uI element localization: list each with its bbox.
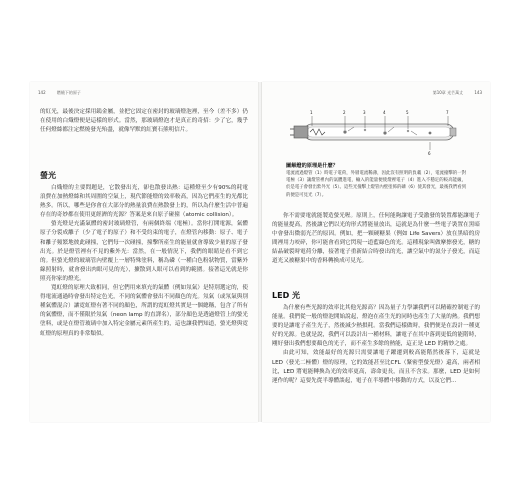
paragraph: 白熾燈的主要問題是，它散發出光，卻也散發出熱：這種燈至少有90%的耗電浪費在加熱燈絲和其周圍的空氣上，現代節能燈的效率較高，因為它們產生的光都比熱多。所以，哪些是你會在大部分的熱量浪費在熱散發上的，所以為什麼生活中普遍存在的奇妙都在使用更經濟的光源？答案是來自原子碰撞（atomic collision）。 (40, 185, 248, 219)
section-heading-led: LED 光 (272, 291, 300, 300)
callout-3: 3 (363, 110, 366, 115)
page-number: 143 (474, 90, 482, 95)
paragraph: 你不需要電就能製造螢光喔。原則上，任何能夠讓電子受激發的裝置都能讓電子的能量提高，然後讓它們以光的形式將能量放出，這就是為什麼一些電子裝置在黑暗中會發出微弱光芒的原因。例如，把一顆硬糖果（例如 Life Savers）放在黑暗的房間裡用力咬碎，你可能會看到它閃現一道藍綠色的光。這種現象叫做摩擦發光，糖的結晶破裂時電荷分離，接著電子重新結合時發出的光，讓空氣中的氮分子發光，而這道光又被糖果中的香料轉換成可見光。 (272, 213, 480, 265)
running-title: 第10章 光芒萬丈 (432, 90, 464, 95)
figure-caption: 電流流過燈管（1）時電子電荷，外層電流稀薄，因此沒有照明的負載（2），電流撞擊的一對電極（3）讓燈管裡內的氣體進電，輸入的能量便使燈裡電子（4）進入不穩定的較高能級，於是電子會發出紫外光（5）。這些光撞擊上燈管內壁塗佈的磷（6）使其發光，最後我們看到的便是可見光（7）。 (286, 171, 466, 198)
left-body-text (40, 184, 248, 339)
paragraph: 寬虹燈的原理大致相同，但它們用來填充的氣體（例如氖氣）是特別選定的，使得電流通過時會發出特定色光，不同的氣體會發出不同顏色的光。氖氣（或氖氣與別種氣體混合）讓霓虹燈有著不同的顏色，所謂的霓虹燈其實是一個總稱，包含了所有的氣體燈，而不僅限於氖氣（neon lamp 的直譯名），部分顏色是透過燈管上的螢光塗料，或是在燈管玻璃中加入特定金屬元素所產生的，這也讓我們知道，螢光燈與霓虹燈的原理真的非常類似。 (40, 285, 248, 337)
figure-caption-title: 圖解燈的原理是什麼？ (286, 163, 338, 169)
callout-2: 2 (343, 110, 346, 115)
right-page (262, 82, 490, 422)
electrode-cap-left (294, 126, 308, 138)
right-body-text-2 (272, 304, 480, 386)
paragraph: 螢光燈是充滿氣體的密封玻璃燈管，有兩個終端（電極）。當你打開電源，氣體原子分裂成離子（少了電子的原子）和不受約束的電子，在燈管內移動：原子、電子和離子頻繁地彼此碰撞，它們每一次碰撞，撞擊所產生的能量就會導致少量的原子發出光。於是燈管裡有不見的紫外光：當然，在一般情況下，我們的眼睛是看不到它的。但螢光燈的玻璃管內壁覆上一層特殊塗料，稱為磷（一種白色粉狀物質，當紫外線照射時，就會發出肉眼可見的光），擴散到人眼可以看到的範圍。接著這光就是你照亮你家的燈光。 (40, 221, 248, 282)
fluorescent-tube-diagram (290, 102, 470, 158)
left-page (30, 82, 258, 422)
left-page-header (38, 90, 81, 96)
callout-6: 6 (428, 151, 431, 156)
intro-paragraph: 的紅光，最後決定採用鎢金屬，並把它固定在密封的玻璃燈泡裡，至今（差不多）仍在使用的白熾燈便是這樣的形式。當然，那玻璃燈泡才是真正的奇招：少了它，幾乎任何燈絲都注定燃燒發光殆盡，就像罕默的紅寶石熊明信片。 (40, 109, 248, 134)
paragraph: 為什麼有些光源的效率比其他光源高？因為量子力學讓我們可以精確控制電子的能量。我們從一般的燈泡開始說起，燈泡在產生光的同時也產生了大量的熱。我們想要的是讓電子產生光子，然後減少熱損耗。當我們這樣做時，我們便是在設計一種更好的光源。也就是說，我們可以設計出一種材料，讓電子在其中落到更低的能階時，剛好發出我們想要顏色的光子，而不產生多餘的熱能，這正是 LED 的精妙之處。 (272, 305, 480, 348)
callout-5: 5 (406, 110, 409, 115)
paragraph: 由此可知，效能最好的光源只需要讓電子躍遷到較高能階然後落下，這就是 LED（發光二極體）燈的原理，它的效能甚至比CFL（緊密型螢光燈）還高，兩者相比，LED 將電能轉換為光的效率更高，壽命更長，而且不含汞。那麼，LED 是如何運作的呢？這要先從半導體談起，電子在半導體中移動的方式，以及它們... (272, 350, 480, 384)
callout-7: 7 (446, 110, 449, 115)
running-title: 燃燒下的原子 (56, 90, 81, 95)
page-number: 142 (38, 90, 46, 95)
right-body-text (272, 212, 480, 267)
callout-1: 1 (310, 110, 313, 115)
section-heading-fluorescent: 螢光 (40, 171, 56, 180)
callout-4: 4 (383, 110, 386, 115)
right-page-header (433, 90, 482, 96)
